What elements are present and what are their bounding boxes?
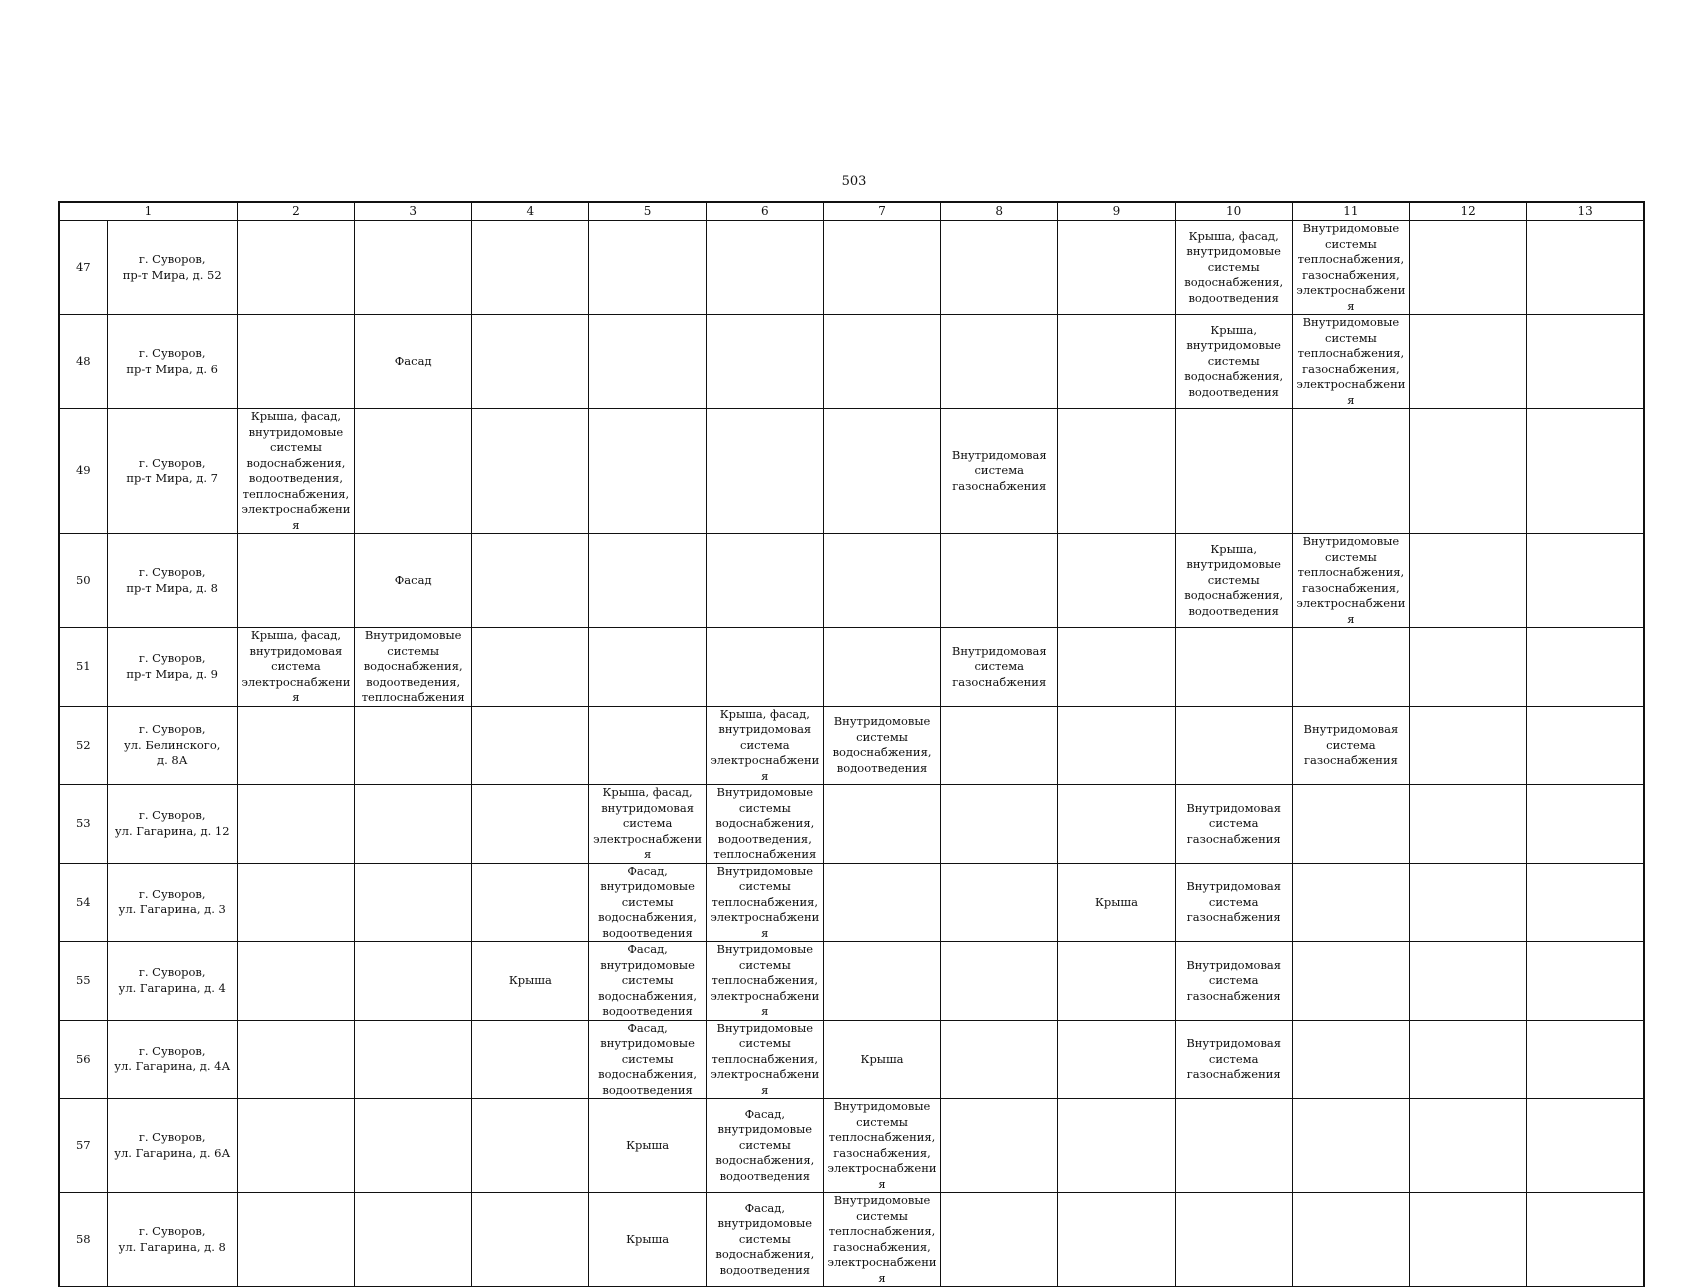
work-cell-col-12 — [1410, 534, 1527, 628]
address-cell — [107, 1193, 237, 1287]
work-text: Крыша — [626, 1137, 670, 1152]
address-text: г. Суворов, пр-т Мира, д. 52 — [122, 252, 222, 282]
work-cell-col-11 — [1292, 785, 1409, 864]
work-cell-col-10 — [1175, 1020, 1292, 1099]
address-text: г. Суворов, пр-т Мира, д. 6 — [126, 346, 218, 376]
address-text: г. Суворов, ул. Гагарина, д. 4А — [114, 1043, 231, 1074]
work-text: Внутридомовые системы теплоснабжения, газоснабжения, электроснабжения — [827, 1193, 937, 1285]
work-cell-col-2 — [237, 315, 354, 409]
column-header: 10 — [1175, 202, 1292, 221]
work-cell-col-12 — [1410, 706, 1527, 785]
work-text: Внутридомовые системы теплоснабжения, газоснабжения, электроснабжения — [1296, 534, 1406, 626]
work-cell-col-10 — [1175, 863, 1292, 942]
work-cell-col-3 — [355, 942, 472, 1021]
column-header: 7 — [823, 202, 940, 221]
work-cell-col-5 — [589, 1020, 706, 1099]
row-number: 58 — [59, 1193, 107, 1287]
work-text: Внутридомовая система газоснабжения — [1186, 957, 1282, 1003]
column-header: 8 — [941, 202, 1058, 221]
work-cell-col-6 — [706, 706, 823, 785]
work-cell-col-7 — [823, 315, 940, 409]
table-row — [59, 315, 1644, 409]
header-row — [59, 202, 1644, 221]
work-cell-col-4 — [472, 1099, 589, 1193]
address-text: г. Суворов, ул. Гагарина, д. 4 — [118, 965, 226, 995]
work-text: Крыша — [860, 1051, 904, 1066]
work-text: Крыша — [508, 973, 552, 987]
work-cell-col-12 — [1410, 221, 1527, 315]
repair-schedule-table — [58, 201, 1645, 1287]
work-cell-col-13 — [1527, 221, 1644, 315]
work-text: Крыша, внутридомовые системы водоснабжения, водоотведения — [1184, 541, 1284, 618]
work-cell-col-9 — [1058, 863, 1175, 942]
work-text: Фасад, внутридомовые системы водоснабжения, водоотведения — [598, 863, 698, 940]
work-cell-col-2 — [237, 534, 354, 628]
work-cell-col-4 — [472, 942, 589, 1021]
work-cell-col-11 — [1292, 942, 1409, 1021]
address-text: г. Суворов, пр-т Мира, д. 8 — [126, 565, 218, 595]
work-cell-col-7 — [823, 534, 940, 628]
work-cell-col-13 — [1527, 1020, 1644, 1099]
work-cell-col-4 — [472, 409, 589, 534]
work-cell-col-11 — [1292, 315, 1409, 409]
work-cell-col-11 — [1292, 409, 1409, 534]
work-text: Крыша — [626, 1231, 670, 1246]
work-cell-col-9 — [1058, 942, 1175, 1021]
work-cell-col-5 — [589, 706, 706, 785]
work-text: Внутридомовые системы водоснабжения, водоотведения — [832, 714, 932, 775]
work-cell-col-8 — [941, 1193, 1058, 1287]
work-cell-col-3 — [355, 315, 472, 409]
table-row — [59, 221, 1644, 315]
work-cell-col-8 — [941, 785, 1058, 864]
table-row — [59, 1099, 1644, 1193]
address-cell — [107, 942, 237, 1021]
work-cell-col-7 — [823, 1099, 940, 1193]
work-cell-col-11 — [1292, 1099, 1409, 1193]
work-cell-col-4 — [472, 785, 589, 864]
address-cell — [107, 706, 237, 785]
work-cell-col-2 — [237, 863, 354, 942]
work-cell-col-5 — [589, 534, 706, 628]
row-number: 50 — [59, 534, 107, 628]
work-text: Фасад — [394, 353, 432, 368]
work-cell-col-12 — [1410, 1099, 1527, 1193]
row-number: 55 — [59, 942, 107, 1021]
work-cell-col-5 — [589, 409, 706, 534]
work-cell-col-3 — [355, 409, 472, 534]
address-cell — [107, 1099, 237, 1193]
work-cell-col-11 — [1292, 1193, 1409, 1287]
work-cell-col-11 — [1292, 628, 1409, 707]
row-number: 48 — [59, 315, 107, 409]
column-header: 3 — [355, 202, 472, 221]
work-cell-col-11 — [1292, 221, 1409, 315]
table-row — [59, 706, 1644, 785]
work-cell-col-10 — [1175, 409, 1292, 534]
work-cell-col-6 — [706, 1099, 823, 1193]
work-cell-col-9 — [1058, 785, 1175, 864]
work-text: Фасад, внутридомовые системы водоснабжения, водоотведения — [598, 942, 698, 1018]
table-body — [59, 202, 1644, 1287]
work-cell-col-5 — [589, 221, 706, 315]
column-header: 13 — [1527, 202, 1644, 221]
work-text: Внутридомовые системы теплоснабжения, газоснабжения, электроснабжения — [1296, 221, 1406, 313]
address-cell — [107, 221, 237, 315]
work-cell-col-3 — [355, 1099, 472, 1193]
work-text: Фасад, внутридомовые системы водоснабжения, водоотведения — [715, 1200, 815, 1277]
work-cell-col-2 — [237, 785, 354, 864]
work-cell-col-4 — [472, 706, 589, 785]
work-cell-col-3 — [355, 706, 472, 785]
work-cell-col-10 — [1175, 221, 1292, 315]
work-cell-col-7 — [823, 942, 940, 1021]
work-cell-col-3 — [355, 534, 472, 628]
work-cell-col-8 — [941, 863, 1058, 942]
work-cell-col-10 — [1175, 706, 1292, 785]
work-cell-col-8 — [941, 315, 1058, 409]
work-cell-col-11 — [1292, 534, 1409, 628]
work-cell-col-3 — [355, 1020, 472, 1099]
work-cell-col-2 — [237, 1099, 354, 1193]
address-text: г. Суворов, ул. Гагарина, д. 12 — [114, 808, 230, 838]
work-text: Внутридомовая система газоснабжения — [1186, 1036, 1282, 1081]
work-cell-col-13 — [1527, 1099, 1644, 1193]
table-row — [59, 628, 1644, 707]
row-number: 56 — [59, 1020, 107, 1099]
work-cell-col-6 — [706, 1020, 823, 1099]
work-text: Внутридомовая система газоснабжения — [1186, 879, 1282, 924]
work-cell-col-13 — [1527, 785, 1644, 864]
work-cell-col-2 — [237, 628, 354, 707]
work-cell-col-4 — [472, 534, 589, 628]
row-number: 52 — [59, 706, 107, 785]
address-cell — [107, 1020, 237, 1099]
work-cell-col-4 — [472, 315, 589, 409]
work-cell-col-10 — [1175, 1099, 1292, 1193]
table-row — [59, 534, 1644, 628]
work-text: Крыша, фасад, внутридомовые системы водоснабжения, водоотведения, теплоснабжения, электроснабжения — [241, 409, 351, 532]
work-cell-col-11 — [1292, 863, 1409, 942]
work-text: Внутридомовая система газоснабжения — [951, 643, 1047, 689]
work-cell-col-7 — [823, 1020, 940, 1099]
work-cell-col-6 — [706, 628, 823, 707]
work-cell-col-9 — [1058, 706, 1175, 785]
work-cell-col-10 — [1175, 1193, 1292, 1287]
address-cell — [107, 628, 237, 707]
address-text: г. Суворов, ул. Белинского, д. 8А — [123, 722, 221, 767]
column-header: 11 — [1292, 202, 1409, 221]
work-text: Крыша — [1094, 894, 1138, 909]
page-number: 503 — [841, 174, 867, 189]
work-cell-col-13 — [1527, 942, 1644, 1021]
work-text: Внутридомовые системы водоснабжения, водоотведения, теплоснабжения — [361, 628, 465, 704]
work-cell-col-7 — [823, 221, 940, 315]
work-cell-col-12 — [1410, 409, 1527, 534]
row-number: 49 — [59, 409, 107, 534]
row-number: 51 — [59, 628, 107, 707]
address-text: г. Суворов, ул. Гагарина, д. 8 — [118, 1224, 226, 1254]
table-row — [59, 863, 1644, 942]
table-row — [59, 942, 1644, 1021]
work-cell-col-3 — [355, 1193, 472, 1287]
work-cell-col-5 — [589, 863, 706, 942]
work-cell-col-12 — [1410, 785, 1527, 864]
work-cell-col-8 — [941, 1020, 1058, 1099]
work-text: Фасад, внутридомовые системы водоснабжения, водоотведения — [598, 1020, 698, 1097]
work-cell-col-7 — [823, 785, 940, 864]
work-cell-col-9 — [1058, 1193, 1175, 1287]
work-cell-col-5 — [589, 1193, 706, 1287]
work-cell-col-3 — [355, 863, 472, 942]
row-number: 53 — [59, 785, 107, 864]
address-text: г. Суворов, пр-т Мира, д. 7 — [126, 455, 218, 485]
work-text: Внутридомовые системы теплоснабжения, электроснабжения — [710, 1020, 820, 1097]
row-number: 57 — [59, 1099, 107, 1193]
work-cell-col-9 — [1058, 409, 1175, 534]
work-cell-col-12 — [1410, 942, 1527, 1021]
work-cell-col-5 — [589, 628, 706, 707]
work-cell-col-11 — [1292, 706, 1409, 785]
address-cell — [107, 315, 237, 409]
row-number: 47 — [59, 221, 107, 315]
work-cell-col-5 — [589, 785, 706, 864]
work-cell-col-8 — [941, 221, 1058, 315]
work-cell-col-5 — [589, 942, 706, 1021]
work-cell-col-2 — [237, 942, 354, 1021]
work-text: Внутридомовые системы водоснабжения, водоотведения, теплоснабжения — [713, 785, 817, 861]
work-cell-col-12 — [1410, 1193, 1527, 1287]
table-row — [59, 1193, 1644, 1287]
work-cell-col-10 — [1175, 534, 1292, 628]
work-cell-col-6 — [706, 785, 823, 864]
work-cell-col-7 — [823, 409, 940, 534]
work-cell-col-7 — [823, 863, 940, 942]
work-text: Крыша, фасад, внутридомовые системы водоснабжения, водоотведения — [1184, 228, 1284, 305]
work-cell-col-13 — [1527, 706, 1644, 785]
work-cell-col-13 — [1527, 863, 1644, 942]
work-text: Внутридомовая система газоснабжения — [1303, 722, 1399, 767]
work-cell-col-2 — [237, 409, 354, 534]
work-text: Внутридомовые системы теплоснабжения, газоснабжения, электроснабжения — [827, 1099, 937, 1191]
work-cell-col-2 — [237, 1020, 354, 1099]
work-cell-col-3 — [355, 221, 472, 315]
column-header: 4 — [472, 202, 589, 221]
work-cell-col-9 — [1058, 221, 1175, 315]
work-cell-col-11 — [1292, 1020, 1409, 1099]
work-cell-col-4 — [472, 1020, 589, 1099]
work-cell-col-13 — [1527, 628, 1644, 707]
address-cell — [107, 409, 237, 534]
column-header: 6 — [706, 202, 823, 221]
work-cell-col-6 — [706, 221, 823, 315]
work-cell-col-6 — [706, 315, 823, 409]
work-cell-col-8 — [941, 706, 1058, 785]
address-text: г. Суворов, ул. Гагарина, д. 6А — [114, 1130, 231, 1160]
work-text: Внутридомовая система газоснабжения — [1186, 800, 1282, 846]
work-text: Внутридомовая система газоснабжения — [951, 447, 1047, 493]
work-cell-col-8 — [941, 534, 1058, 628]
work-text: Внутридомовые системы теплоснабжения, газоснабжения, электроснабжения — [1296, 315, 1406, 407]
work-cell-col-10 — [1175, 785, 1292, 864]
work-cell-col-12 — [1410, 315, 1527, 409]
address-cell — [107, 534, 237, 628]
work-cell-col-13 — [1527, 534, 1644, 628]
work-cell-col-8 — [941, 628, 1058, 707]
column-header: 2 — [237, 202, 354, 221]
work-cell-col-9 — [1058, 1099, 1175, 1193]
work-cell-col-6 — [706, 1193, 823, 1287]
work-cell-col-13 — [1527, 409, 1644, 534]
work-cell-col-9 — [1058, 628, 1175, 707]
work-cell-col-2 — [237, 1193, 354, 1287]
work-cell-col-8 — [941, 409, 1058, 534]
work-cell-col-6 — [706, 942, 823, 1021]
work-cell-col-6 — [706, 863, 823, 942]
work-text: Крыша, фасад, внутридомовая система электроснабжения — [710, 706, 820, 783]
work-cell-col-4 — [472, 863, 589, 942]
work-cell-col-6 — [706, 534, 823, 628]
work-cell-col-13 — [1527, 315, 1644, 409]
address-cell — [107, 785, 237, 864]
column-header: 5 — [589, 202, 706, 221]
work-cell-col-12 — [1410, 1020, 1527, 1099]
work-text: Крыша, фасад, внутридомовая система электроснабжения — [241, 628, 351, 704]
table-row — [59, 785, 1644, 864]
work-cell-col-12 — [1410, 628, 1527, 707]
address-text: г. Суворов, пр-т Мира, д. 9 — [126, 651, 218, 681]
work-cell-col-9 — [1058, 315, 1175, 409]
address-text: г. Суворов, ул. Гагарина, д. 3 — [118, 886, 226, 917]
work-cell-col-6 — [706, 409, 823, 534]
work-cell-col-8 — [941, 1099, 1058, 1193]
row-number: 54 — [59, 863, 107, 942]
work-cell-col-4 — [472, 628, 589, 707]
work-text: Крыша, фасад, внутридомовая система электроснабжения — [593, 785, 703, 861]
work-cell-col-13 — [1527, 1193, 1644, 1287]
work-cell-col-4 — [472, 221, 589, 315]
table-row — [59, 1020, 1644, 1099]
work-cell-col-3 — [355, 785, 472, 864]
work-cell-col-2 — [237, 221, 354, 315]
work-cell-col-12 — [1410, 863, 1527, 942]
work-cell-col-3 — [355, 628, 472, 707]
work-cell-col-8 — [941, 942, 1058, 1021]
work-cell-col-5 — [589, 315, 706, 409]
work-cell-col-2 — [237, 706, 354, 785]
work-cell-col-10 — [1175, 628, 1292, 707]
work-text: Фасад — [394, 572, 432, 587]
work-cell-col-9 — [1058, 1020, 1175, 1099]
column-header: 9 — [1058, 202, 1175, 221]
work-cell-col-7 — [823, 706, 940, 785]
work-cell-col-5 — [589, 1099, 706, 1193]
work-cell-col-7 — [823, 1193, 940, 1287]
work-text: Фасад, внутридомовые системы водоснабжения, водоотведения — [715, 1106, 815, 1183]
work-text: Внутридомовые системы теплоснабжения, электроснабжения — [710, 863, 820, 940]
column-header: 1 — [59, 202, 237, 221]
address-cell — [107, 863, 237, 942]
table-row — [59, 409, 1644, 534]
column-header: 12 — [1410, 202, 1527, 221]
work-cell-col-4 — [472, 1193, 589, 1287]
work-text: Крыша, внутридомовые системы водоснабжения, водоотведения — [1184, 322, 1284, 399]
work-cell-col-10 — [1175, 942, 1292, 1021]
work-cell-col-10 — [1175, 315, 1292, 409]
work-cell-col-7 — [823, 628, 940, 707]
work-cell-col-9 — [1058, 534, 1175, 628]
work-text: Внутридомовые системы теплоснабжения, электроснабжения — [710, 942, 820, 1018]
